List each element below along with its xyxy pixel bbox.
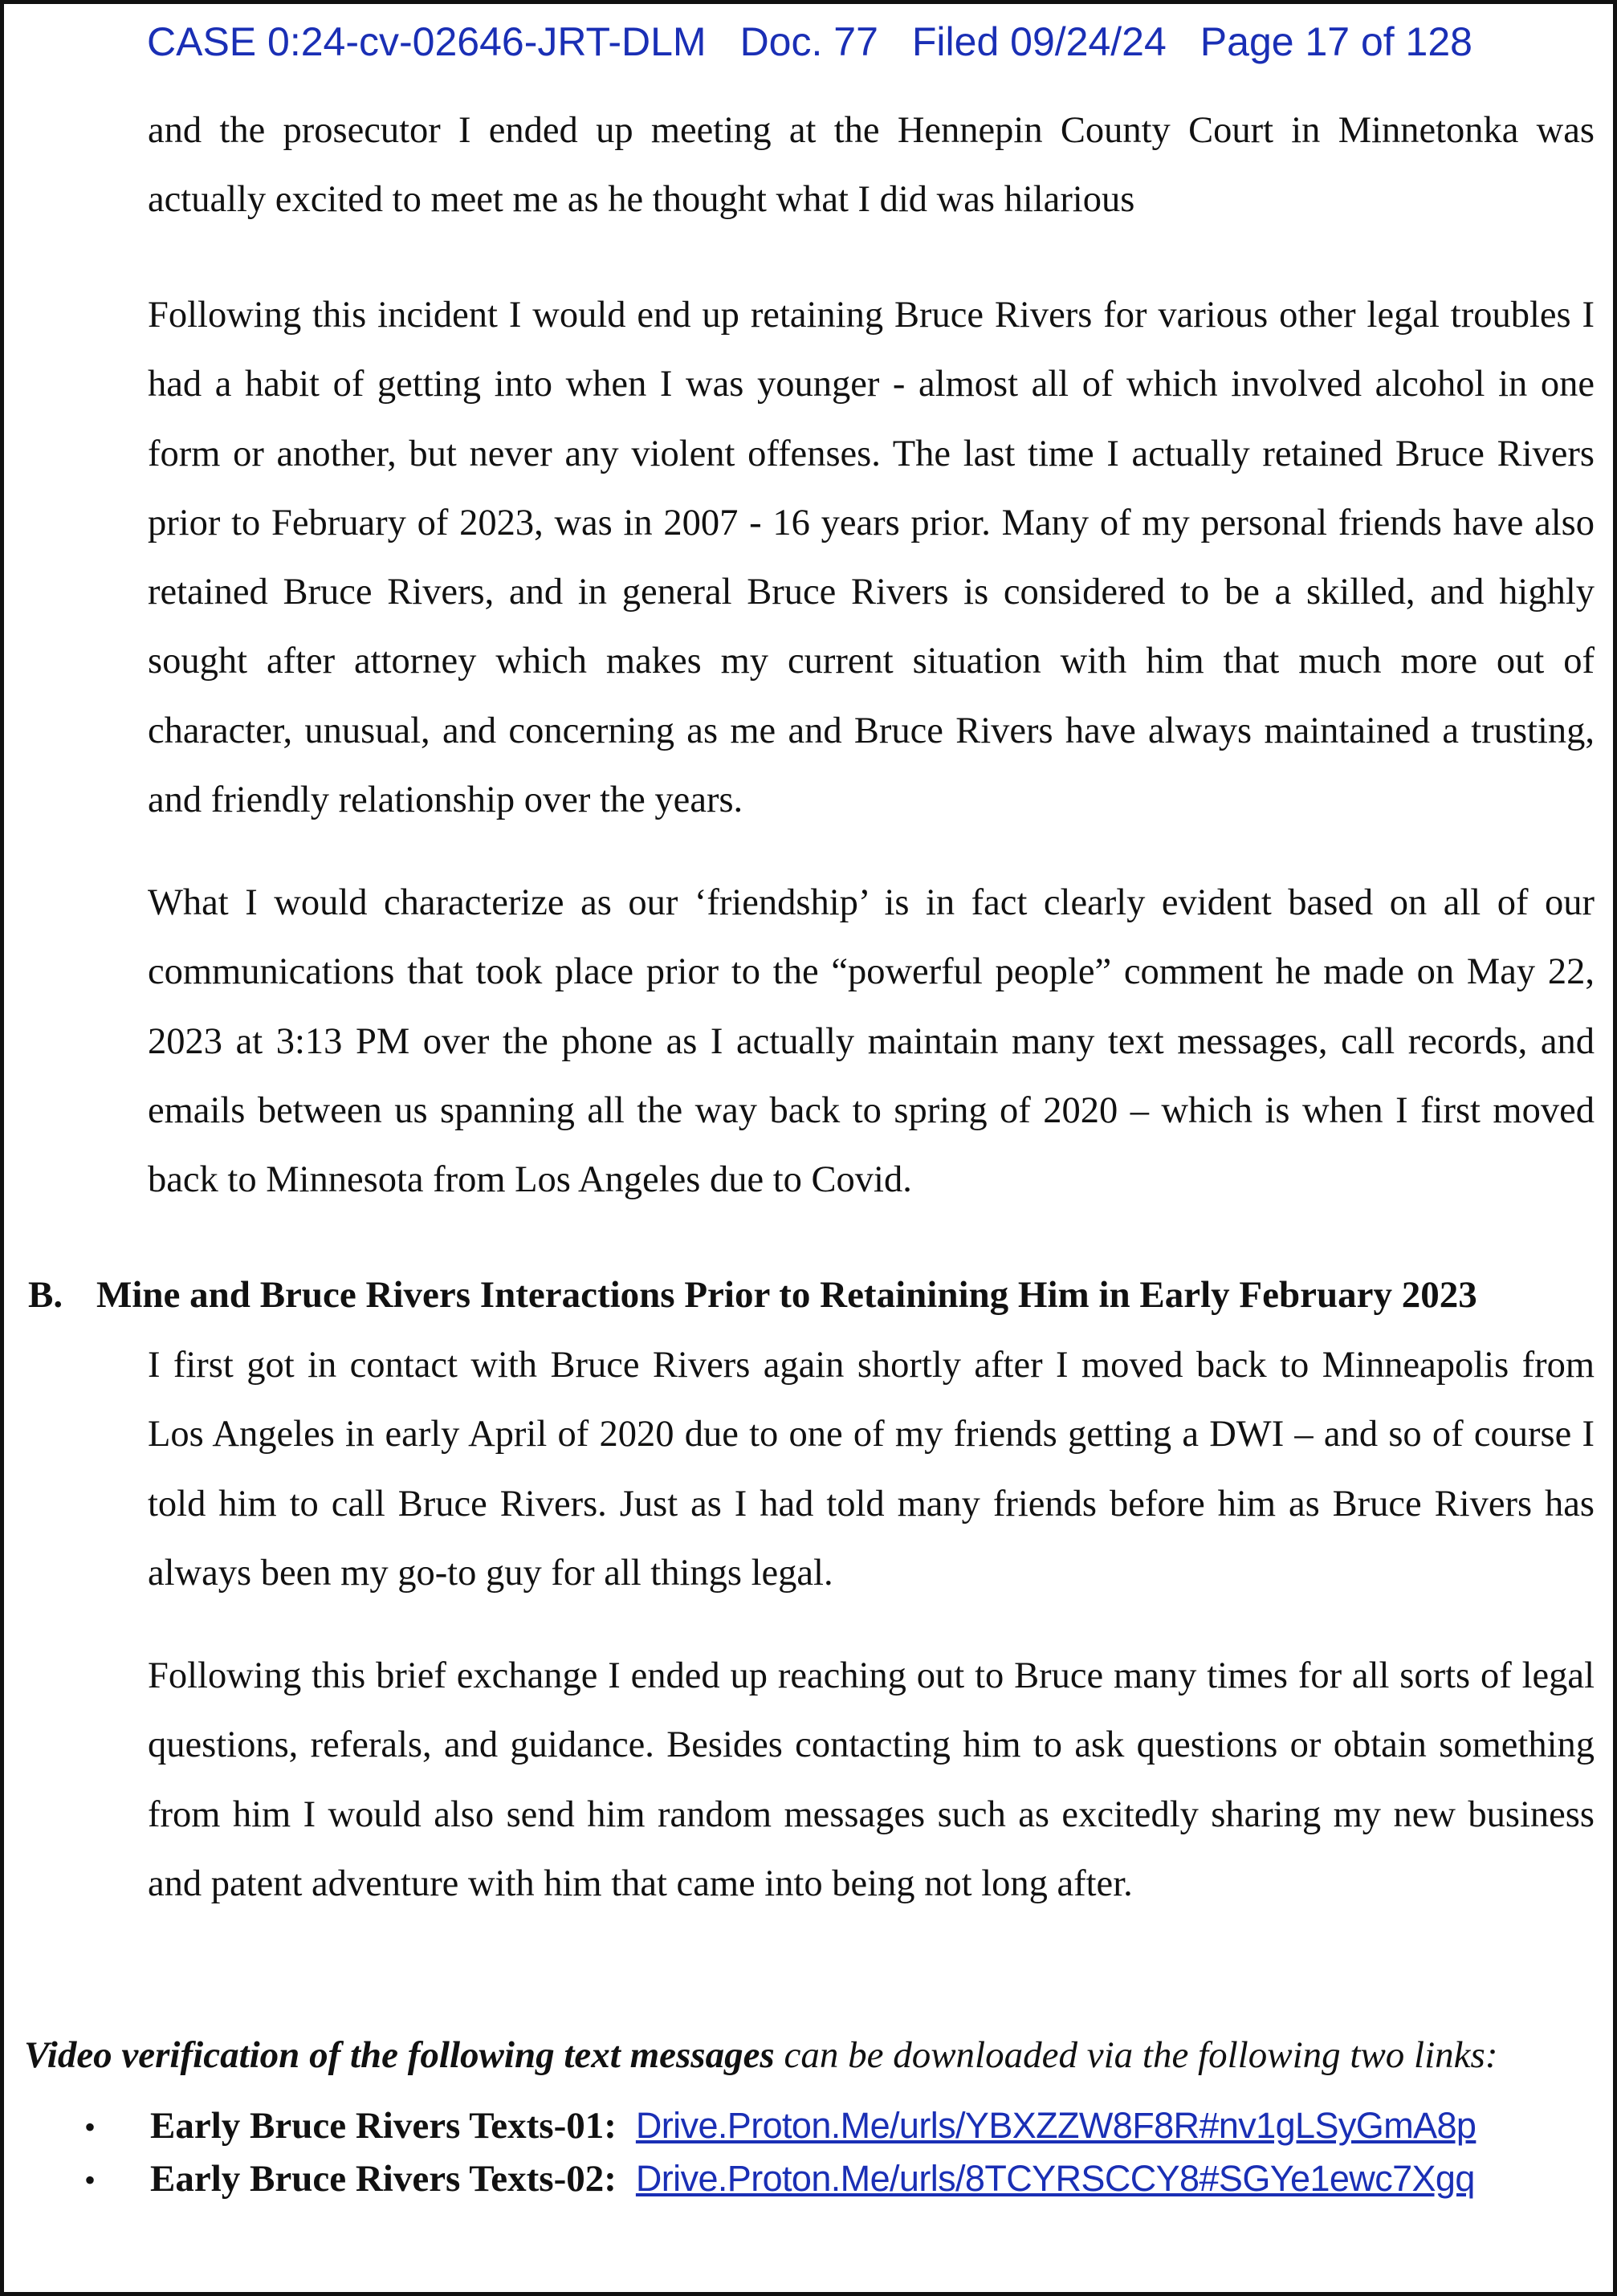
paragraph-first-contact: I first got in contact with Bruce Rivers again shortly after I moved back to Minneapolis from Los Angeles in early April of 2020 due to one of my friends getting a DWI – and so of course I told him to call Bruce Rivers. Just as I had told many friends before him as Bruce Rivers has always been my go-to guy for all things legal.: [148, 1345, 1595, 1594]
page-number: Page 17 of 128: [1200, 19, 1472, 64]
list-item: [84, 2152, 1476, 2205]
bullet: •: [84, 2162, 96, 2198]
bullet: •: [84, 2109, 96, 2145]
section-letter: B.: [28, 1274, 63, 1316]
filed-date: Filed 09/24/24: [911, 19, 1167, 64]
link-label: Early Bruce Rivers Texts-02:: [150, 2158, 617, 2200]
link-list: [84, 2099, 1476, 2205]
paragraph-continuation: and the prosecutor I ended up meeting at the Hennepin County Court in Minnetonka was actually excited to meet me as he thought what I did was hilarious: [148, 110, 1595, 221]
section-title: Mine and Bruce Rivers Interactions Prior to Retainining Him in Early February 2023: [96, 1274, 1477, 1316]
verification-rest: can be downloaded via the following two links:: [774, 2034, 1498, 2076]
section-heading: [28, 1260, 1602, 1329]
case-number: CASE 0:24-cv-02646-JRT-DLM: [147, 19, 707, 64]
verification-emphasis: Video verification of the following text messages: [24, 2034, 775, 2076]
paragraph-retaining: Following this incident I would end up retaining Bruce Rivers for various other legal troubles I had a habit of getting into when I was younger - almost all of which involved alcohol in one form or another, but never any violent offenses. The last time I actually retained Bruce Rivers prior to February of 2023, was in 2007 - 16 years prior. Many of my personal friends have also retained Bruce Rivers, and in general Bruce Rivers is considered to be a skilled, and highly sought after attorney which makes my current situation with him that much more out of character, unusual, and concerning as me and Bruce Rivers have always maintained a trusting, and friendly relationship over the years.: [148, 295, 1595, 821]
link-label: Early Bruce Rivers Texts-01:: [150, 2105, 617, 2147]
proton-link-1[interactable]: Drive.Proton.Me/urls/YBXZZW8F8R#nv1gLSyGmA8p: [635, 2105, 1476, 2146]
proton-link-2[interactable]: Drive.Proton.Me/urls/8TCYRSCCY8#SGYe1ewc7Xgq: [635, 2158, 1475, 2199]
paragraph-friendship: What I would characterize as our ‘friendship’ is in fact clearly evident based on all of our communications that took place prior to the “powerful people” comment he made on May 22, 2023 at 3:13 PM over the phone as I actually maintain many text messages, call records, and emails between us spanning all the way back to spring of 2020 – which is when I first moved back to Minnesota from Los Angeles due to Covid.: [148, 882, 1595, 1201]
verification-note: [24, 2027, 1497, 2083]
doc-number: Doc. 77: [739, 19, 878, 64]
case-header: [147, 18, 1506, 65]
list-item: [84, 2099, 1476, 2152]
paragraph-exchange: Following this brief exchange I ended up reaching out to Bruce many times for all sorts of legal questions, referals, and guidance. Besides contacting him to ask questions or obtain something from him I would also send him random messages such as excitedly sharing my new business and patent adventure with him that came into being not long after.: [148, 1655, 1595, 1904]
